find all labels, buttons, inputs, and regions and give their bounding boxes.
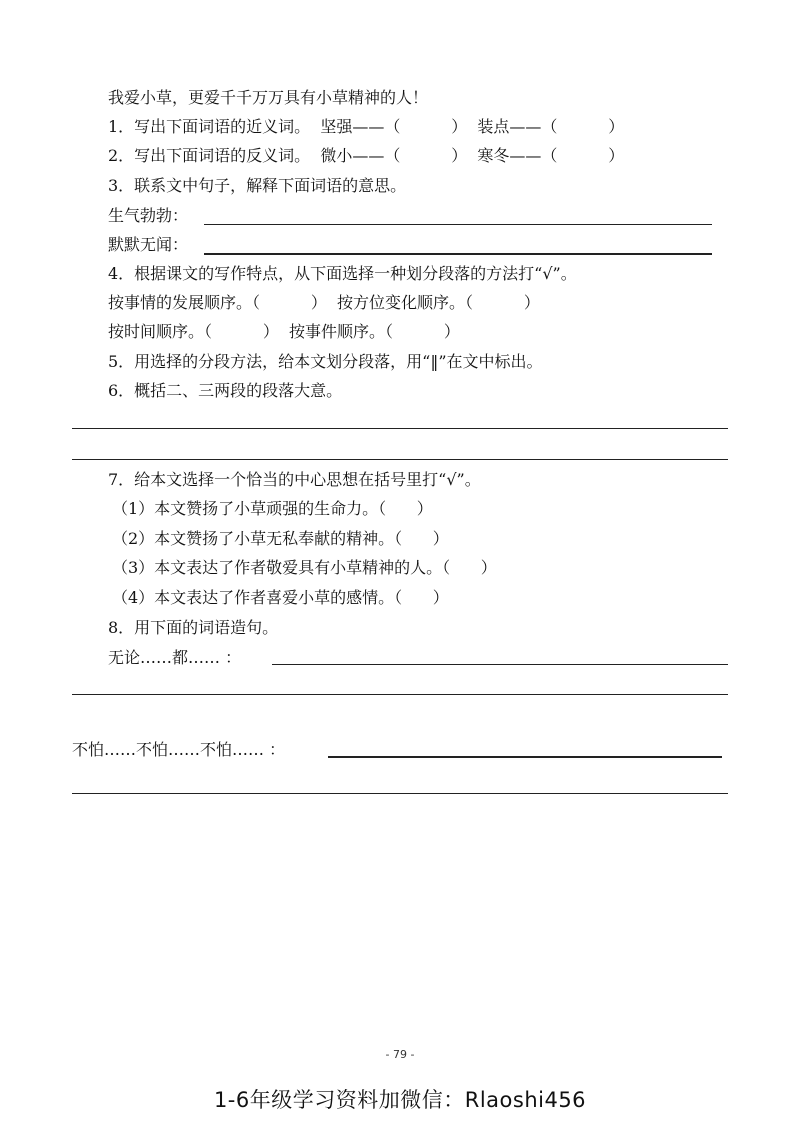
q7-option-4: （4）本文表达了作者喜爱小草的感情。（ ） (112, 588, 449, 607)
q3-word-2-answer-line[interactable] (204, 253, 712, 255)
q8-phrase-1-label: 无论……都…… ： (108, 648, 242, 667)
q8-phrase-2-answer-line-2[interactable] (72, 793, 728, 794)
q3-word-1-label: 生气勃勃： (108, 206, 189, 225)
q8-phrase-1-answer-line-2[interactable] (72, 694, 728, 695)
page-number: - 79 - (385, 1048, 415, 1061)
q7-option-1: （1）本文赞扬了小草顽强的生命力。（ ） (112, 499, 433, 518)
q8-phrase-2-answer-line[interactable] (328, 756, 722, 758)
question-3: 3．联系文中句子，解释下面词语的意思。 (108, 176, 407, 195)
question-2: 2．写出下面词语的反义词。 微小——（ ） 寒冬——（ ） (108, 146, 625, 165)
q4-option-row-1: 按事情的发展顺序。（ ） 按方位变化顺序。（ ） (108, 293, 540, 312)
q7-option-3: （3）本文表达了作者敬爱具有小草精神的人。（ ） (112, 558, 497, 577)
question-7: 7．给本文选择一个恰当的中心思想在括号里打“√”。 (108, 470, 481, 489)
q7-option-2: （2）本文赞扬了小草无私奉献的精神。（ ） (112, 529, 449, 548)
q6-answer-line-2[interactable] (72, 459, 728, 460)
q6-answer-line-1[interactable] (72, 428, 728, 429)
q8-phrase-2-label: 不怕……不怕……不怕…… ： (72, 740, 286, 759)
q8-phrase-1-answer-line[interactable] (272, 664, 728, 665)
question-4: 4．根据课文的写作特点，从下面选择一种划分段落的方法打“√”。 (108, 264, 577, 283)
q3-word-1-answer-line[interactable] (204, 224, 712, 225)
question-1: 1．写出下面词语的近义词。 坚强——（ ） 装点——（ ） (108, 117, 625, 136)
q3-word-2-label: 默默无闻： (108, 235, 189, 254)
q4-option-row-2: 按时间顺序。（ ） 按事件顺序。（ ） (108, 322, 460, 341)
question-8: 8．用下面的词语造句。 (108, 618, 279, 637)
intro-sentence: 我爱小草，更爱千千万万具有小草精神的人！ (108, 88, 429, 107)
question-5: 5．用选择的分段方法，给本文划分段落，用“‖”在文中标出。 (108, 352, 543, 371)
question-6: 6．概括二、三两段的段落大意。 (108, 381, 343, 400)
footer-text: 1-6年级学习资料加微信：Rlaoshi456 (213, 1088, 587, 1112)
